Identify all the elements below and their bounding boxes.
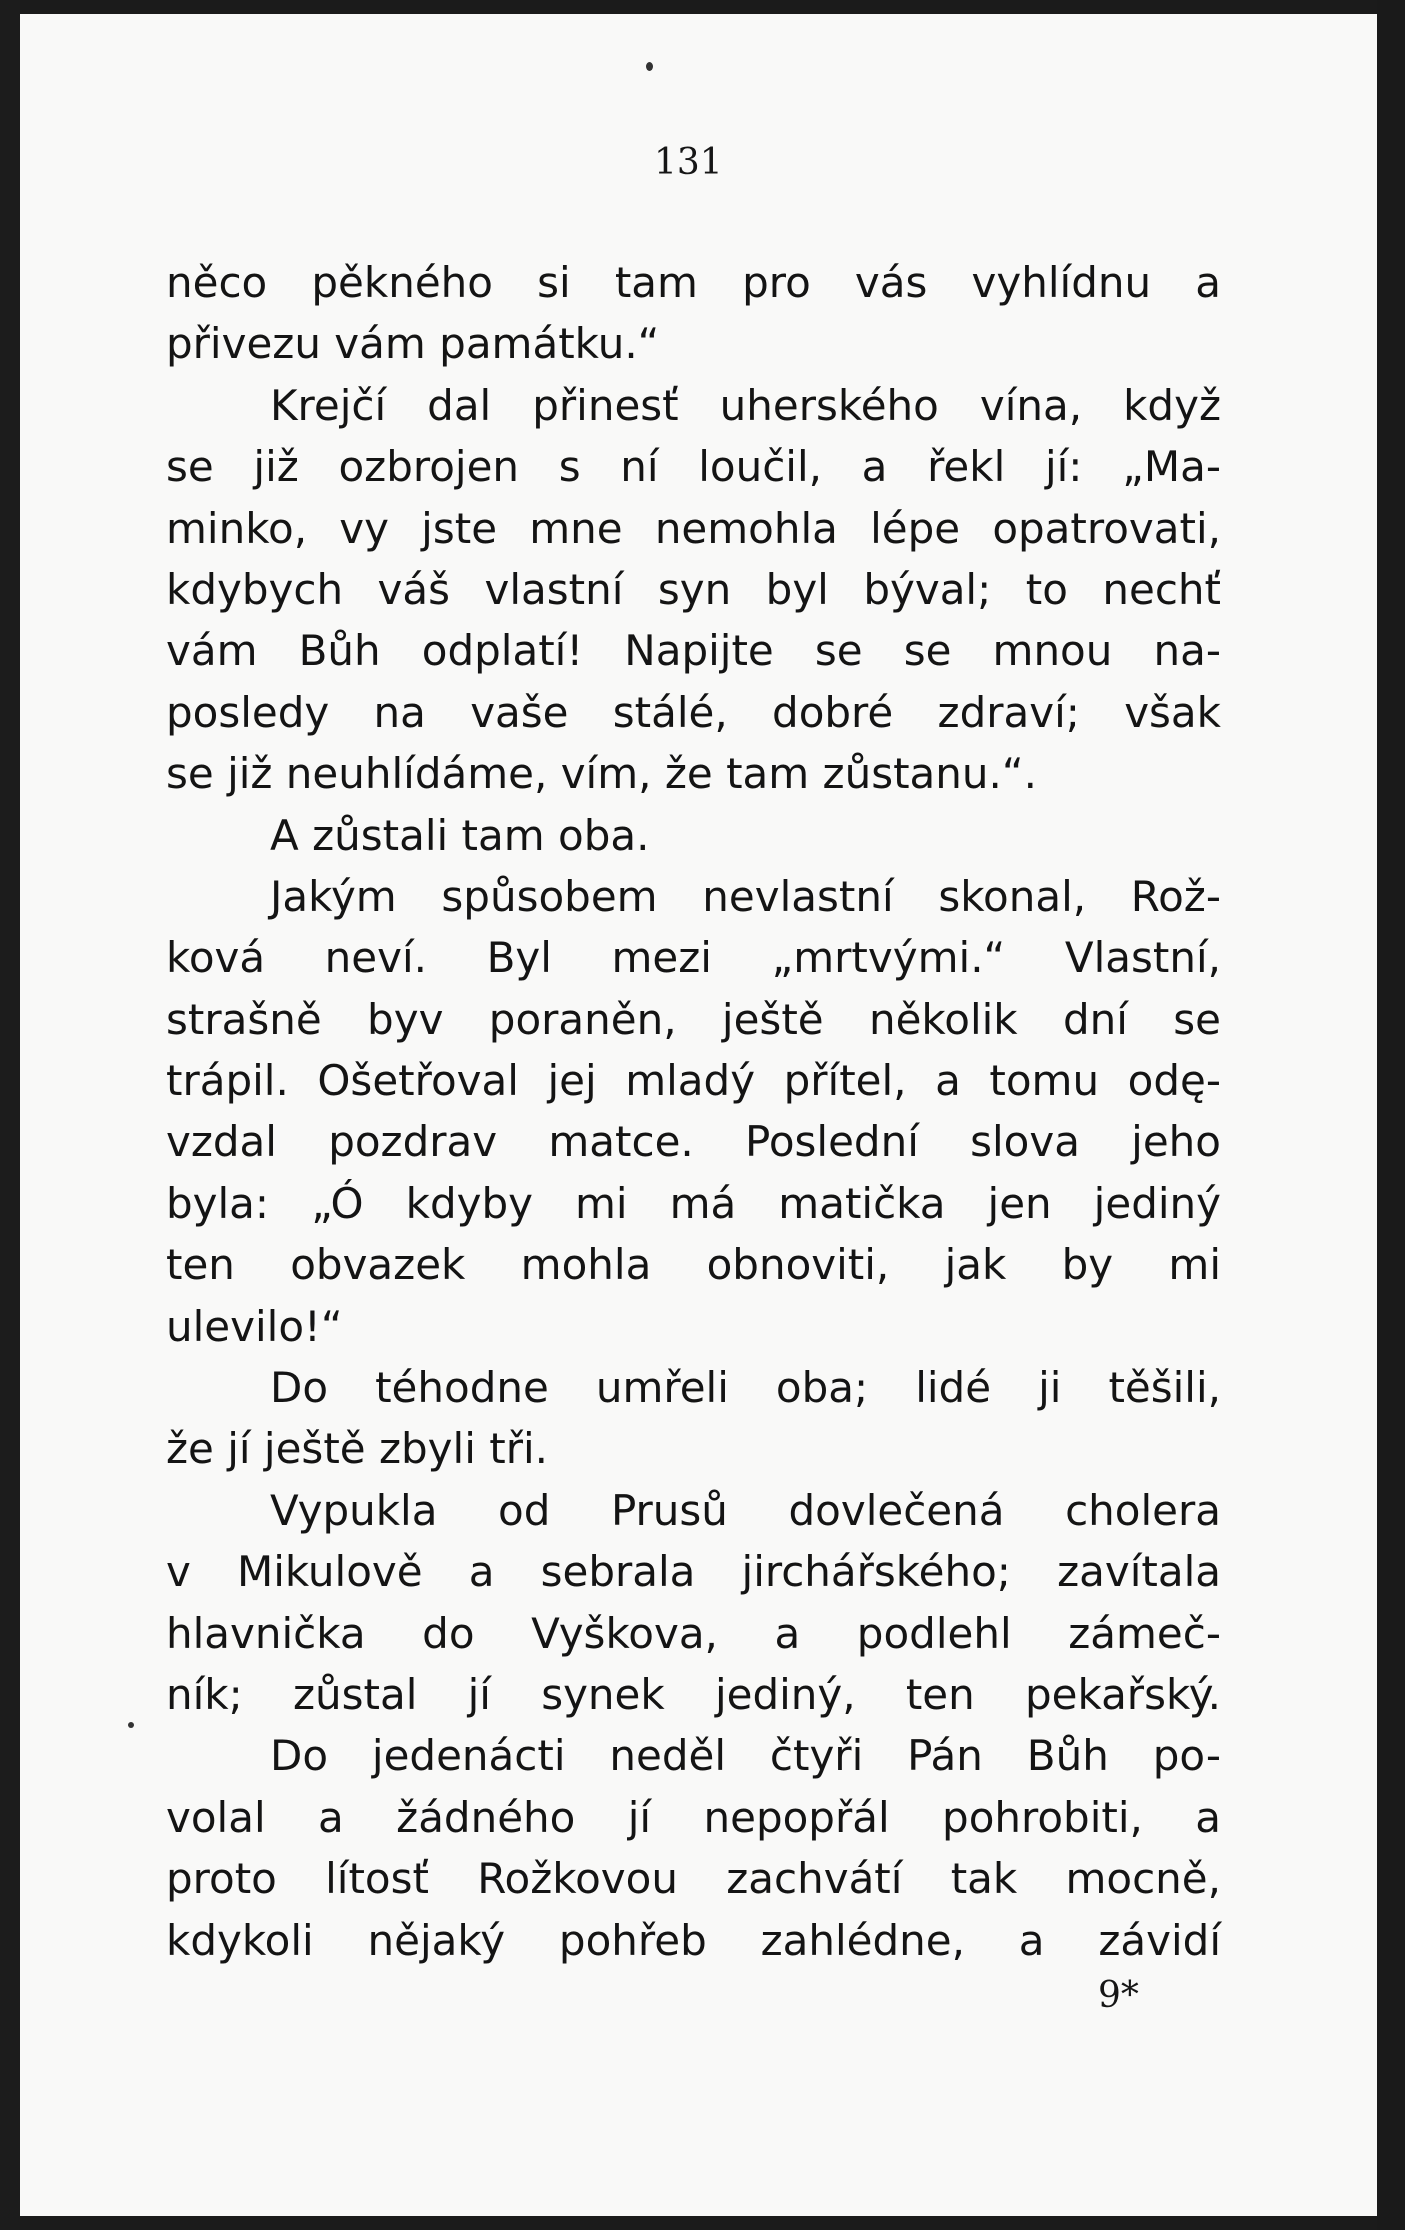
text-line: vzdal pozdrav matce. Poslední slova jeho (166, 1117, 1221, 1167)
text-line: Jakým spůsobem nevlastní skonal, Rož- (270, 871, 1221, 921)
text-line: Vypukla od Prusů dovlečená cholera (270, 1485, 1221, 1535)
text-line: proto lítosť Rožkovou zachvátí tak mocně, (166, 1854, 1221, 1904)
text-line: něco pěkného si tam pro vás vyhlídnu a (166, 258, 1221, 307)
text-line: Do jedenácti neděl čtyři Pán Bůh po- (270, 1731, 1221, 1781)
scan-border-top (0, 0, 1405, 14)
scan-border-right (1377, 0, 1405, 2230)
text-line: A zůstali tam oba. (270, 810, 650, 860)
text-line: že jí ještě zbyli tři. (166, 1424, 548, 1474)
text-line: trápil. Ošetřoval jej mladý přítel, a tomu odę- (166, 1056, 1221, 1106)
text-line: hlavnička do Vyškova, a podlehl zámeč- (166, 1608, 1221, 1658)
print-speck (646, 62, 653, 71)
page-number: 131 (654, 142, 723, 183)
text-line: ková neví. Byl mezi „mrtvými.“ Vlastní, (166, 933, 1221, 983)
text-line: kdybych váš vlastní syn byl býval; to nechť (166, 564, 1221, 614)
text-line: minko, vy jste mne nemohla lépe opatrovati, (166, 503, 1221, 553)
scan-border-left (0, 0, 20, 2230)
text-line: volal a žádného jí nepopřál pohrobiti, a (166, 1792, 1221, 1842)
text-line: Krejčí dal přinesť uherského vína, když (270, 380, 1221, 430)
text-line: v Mikulově a sebrala jirchářského; zavítala (166, 1547, 1221, 1597)
text-line: se již ozbrojen s ní loučil, a řekl jí: „Ma- (166, 442, 1221, 492)
body-text (166, 252, 1221, 1971)
text-line: Do téhodne umřeli oba; lidé ji těšili, (270, 1363, 1221, 1413)
text-line: posledy na vaše stálé, dobré zdraví; však (166, 687, 1221, 737)
scan-border-bottom (0, 2216, 1405, 2230)
text-line: ník; zůstal jí synek jediný, ten pekařský. (166, 1669, 1221, 1719)
signature-mark: 9* (1098, 1975, 1139, 2016)
text-line: vám Bůh odplatí! Napijte se se mnou na- (166, 626, 1221, 676)
text-line: strašně byv poraněn, ještě několik dní se (166, 994, 1221, 1044)
print-speck (128, 1722, 134, 1728)
text-line: přivezu vám památku.“ (166, 319, 660, 369)
text-line: kdykoli nějaký pohřeb zahlédne, a závidí (166, 1915, 1221, 1965)
text-line: ulevilo!“ (166, 1301, 343, 1351)
text-line: ten obvazek mohla obnoviti, jak by mi (166, 1240, 1221, 1290)
text-line: byla: „Ó kdyby mi má matička jen jediný (166, 1178, 1221, 1228)
text-line: se již neuhlídáme, vím, že tam zůstanu.“. (166, 749, 1037, 799)
